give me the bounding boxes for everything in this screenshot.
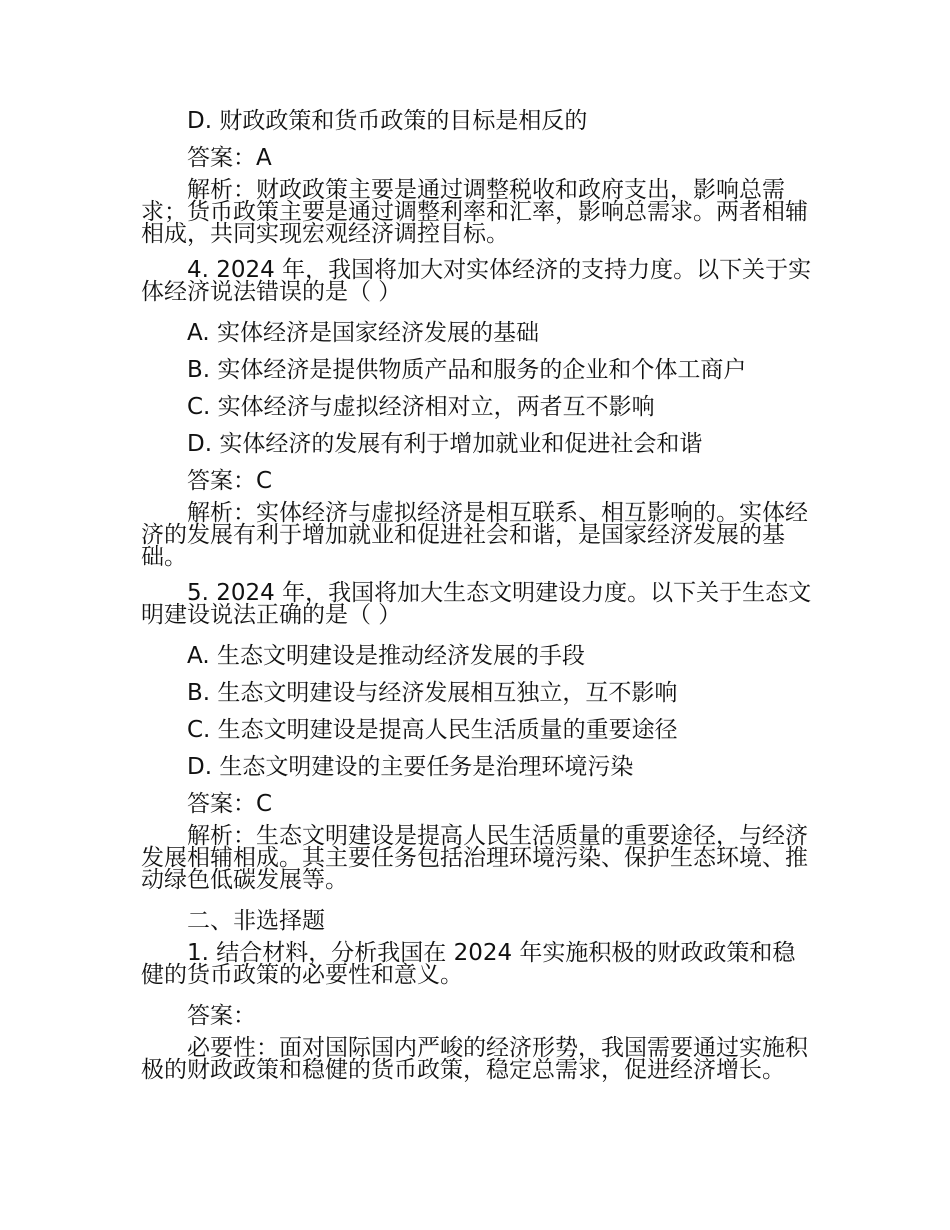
question-5: 5. 2024 年，我国将加大生态文明建设力度。以下关于生态文明建设说法正确的是（ ） (141, 580, 812, 628)
option-d-q4: D. 实体经济的发展有利于增加就业和促进社会和谐 (187, 431, 703, 457)
document-body (141, 105, 813, 1095)
analysis-q3: 解析：财政政策主要是通过调整税收和政府支出，影响总需求；货币政策主要是通过调整利率和汇率，影响总需求。两者相辅相成，共同实现宏观经济调控目标。 (141, 177, 808, 247)
analysis-q4: 解析：实体经济与虚拟经济是相互联系、相互影响的。实体经济的发展有利于增加就业和促进社会和谐，是国家经济发展的基础。 (141, 500, 808, 570)
answer-q5: 答案：C (187, 791, 273, 817)
option-c-q5: C. 生态文明建设是提高人民生活质量的重要途径 (187, 717, 678, 743)
section-heading: 二、非选择题 (187, 908, 325, 934)
option-d-q3: D. 财政政策和货币政策的目标是相反的 (187, 108, 588, 134)
option-b-q4: B. 实体经济是提供物质产品和服务的企业和个体工商户 (187, 357, 747, 383)
option-c-q4: C. 实体经济与虚拟经济相对立，两者互不影响 (187, 394, 655, 420)
question-4: 4. 2024 年，我国将加大对实体经济的支持力度。以下关于实体经济说法错误的是（ ） (141, 257, 812, 305)
question-essay-1: 1. 结合材料，分析我国在 2024 年实施积极的财政政策和稳健的货币政策的必要性和意义。 (141, 940, 796, 988)
analysis-q5: 解析：生态文明建设是提高人民生活质量的重要途径，与经济发展相辅相成。其主要任务包括治理环境污染、保护生态环境、推动绿色低碳发展等。 (141, 823, 808, 893)
option-d-q5: D. 生态文明建设的主要任务是治理环境污染 (187, 754, 634, 780)
answer-q3: 答案：A (187, 145, 272, 171)
option-a-q5: A. 生态文明建设是推动经济发展的手段 (187, 643, 585, 669)
option-b-q5: B. 生态文明建设与经济发展相互独立，互不影响 (187, 680, 678, 706)
option-a-q4: A. 实体经济是国家经济发展的基础 (187, 320, 539, 346)
answer-essay-1: 答案： (187, 1003, 256, 1029)
necessity-paragraph: 必要性：面对国际国内严峻的经济形势，我国需要通过实施积极的财政政策和稳健的货币政策，稳定总需求，促进经济增长。 (141, 1035, 808, 1083)
answer-q4: 答案：C (187, 468, 273, 494)
